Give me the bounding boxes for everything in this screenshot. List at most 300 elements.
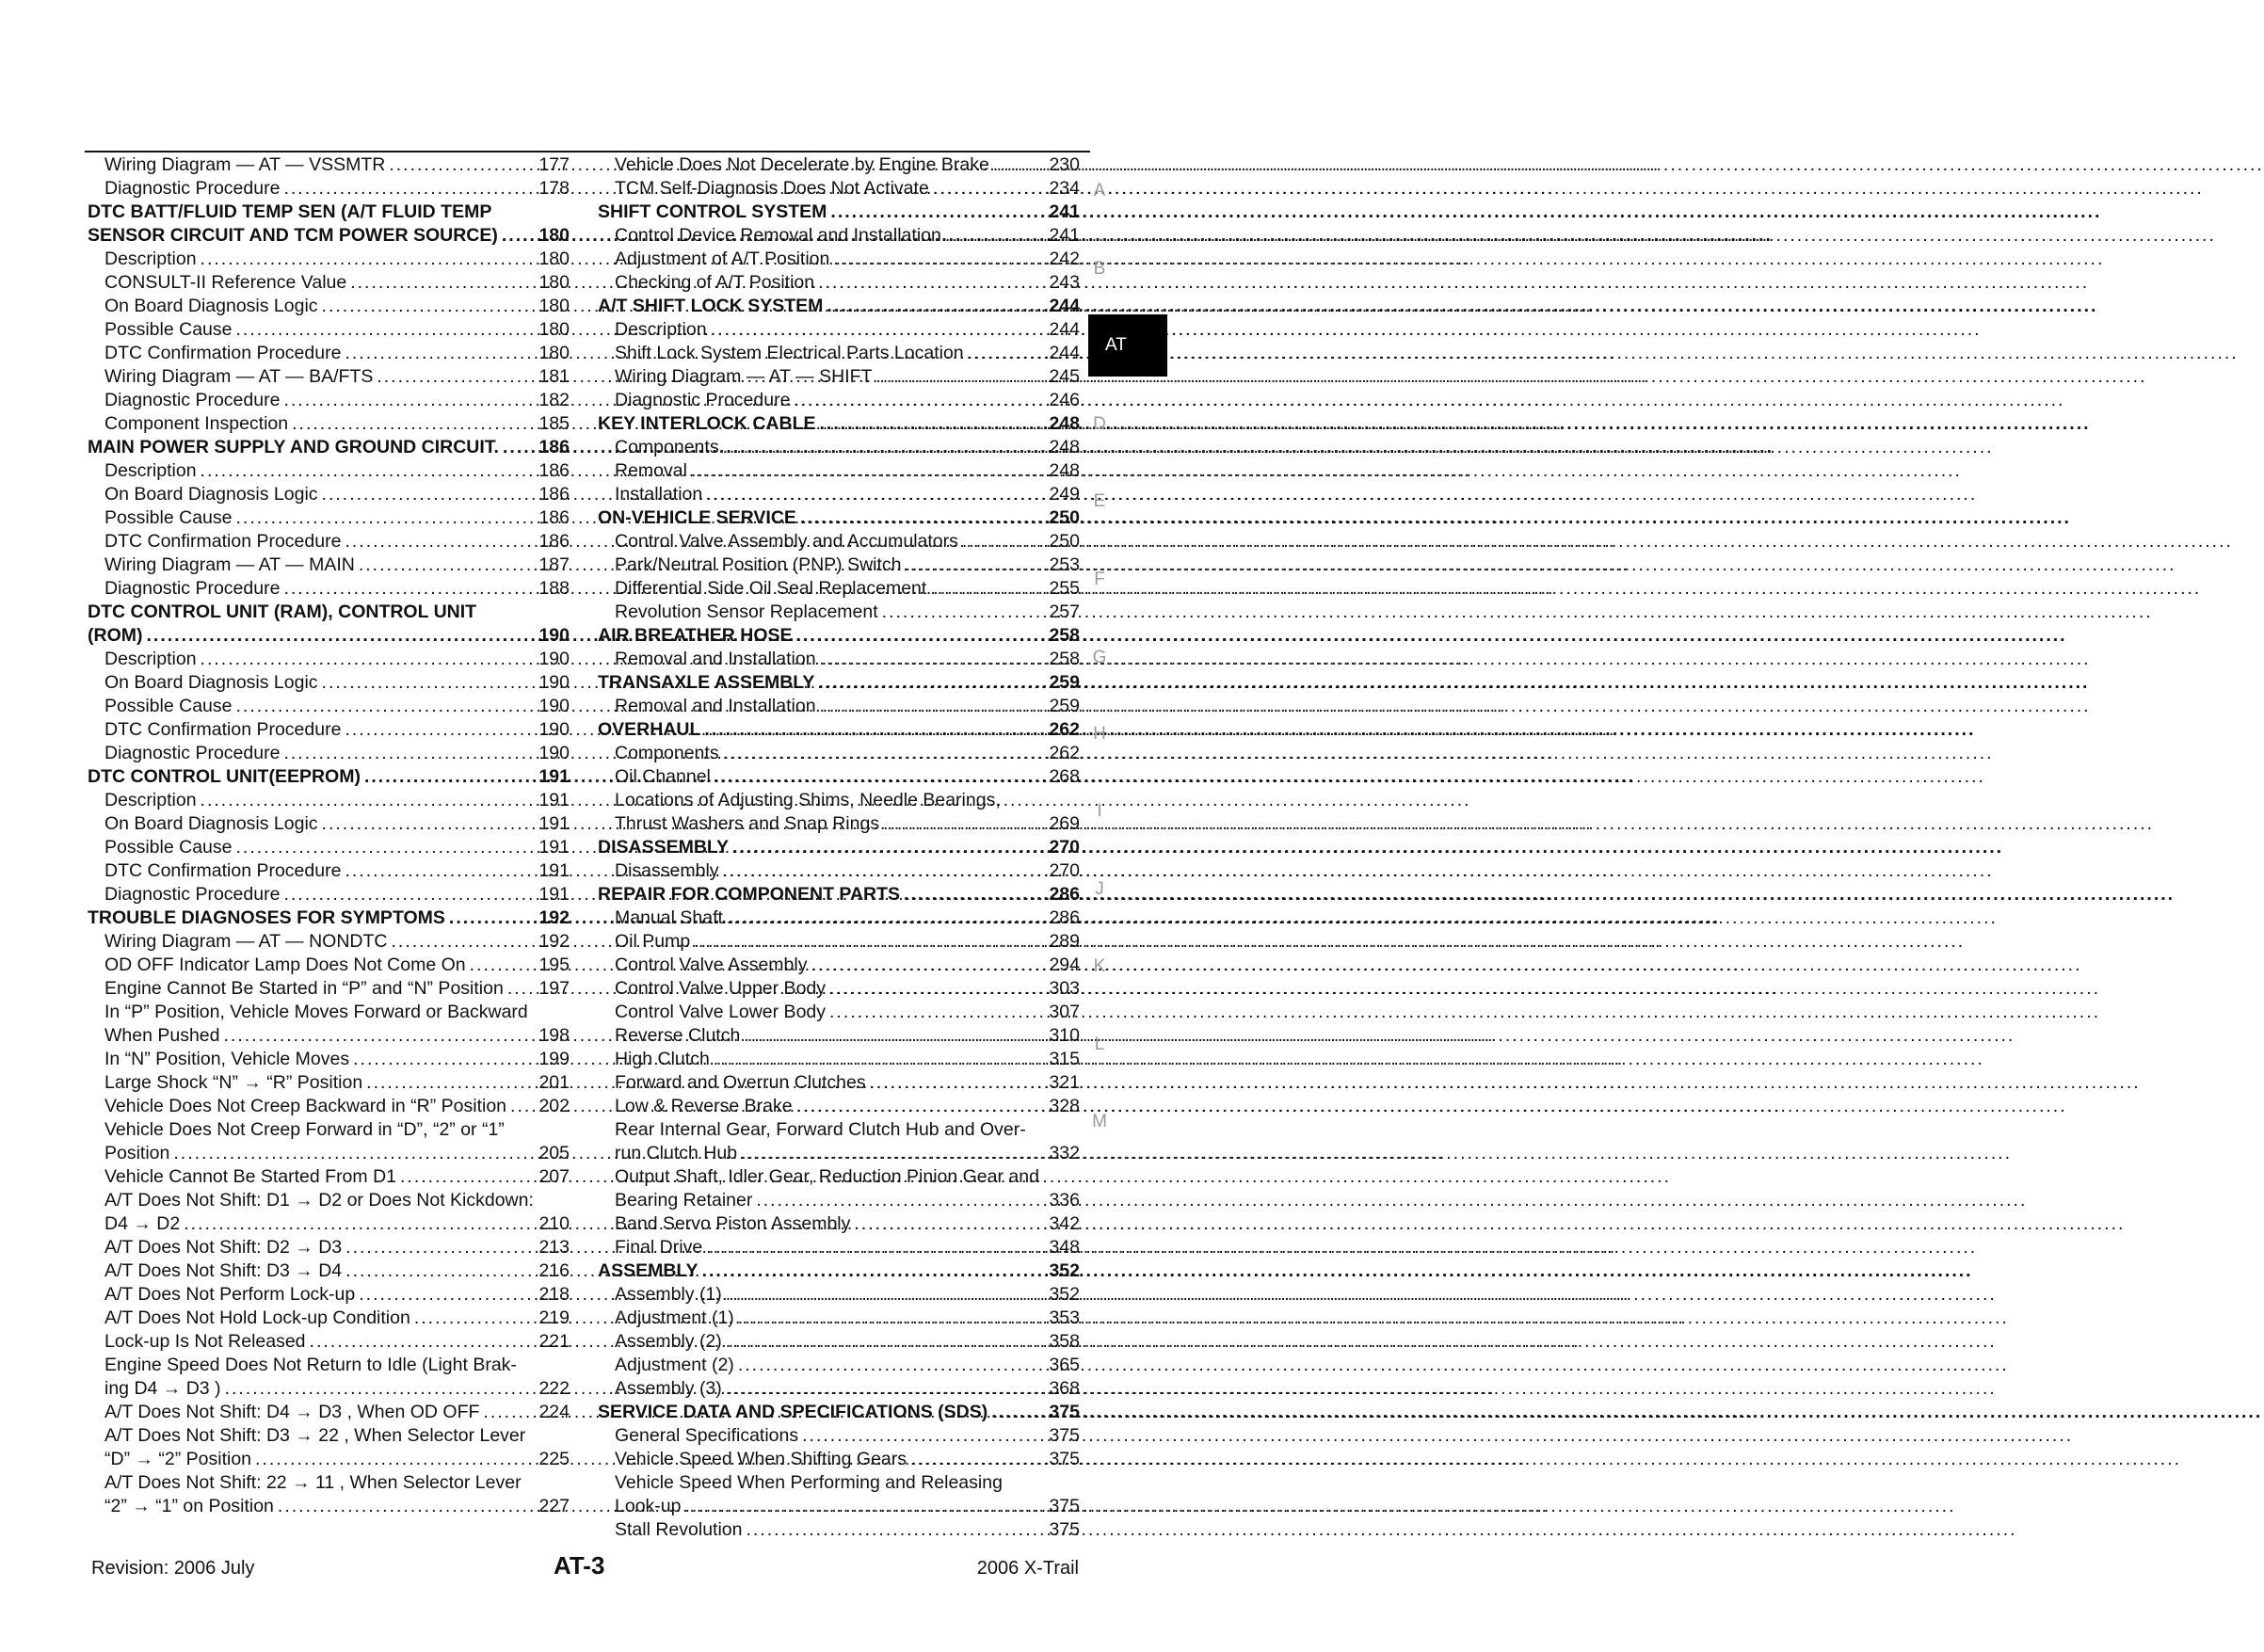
toc-page-number: 197 <box>538 978 570 999</box>
toc-entry-title: DTC Confirmation Procedure <box>104 531 342 552</box>
toc-entry[interactable] <box>88 812 570 836</box>
toc-leader-dots <box>499 436 538 459</box>
toc-page-number: 375 <box>1049 1496 1080 1516</box>
toc-page-number: 310 <box>1049 1025 1080 1046</box>
toc-entry[interactable] <box>88 1001 570 1024</box>
toc-entry[interactable] <box>598 601 1080 624</box>
toc-entry-title: In “N” Position, Vehicle Moves <box>104 1049 350 1069</box>
toc-page-number: 258 <box>1049 649 1080 669</box>
toc-entry-title: A/T SHIFT LOCK SYSTEM <box>598 296 824 316</box>
toc-entry-title: A/T Does Not Shift: D2 → D3 <box>104 1237 343 1258</box>
toc-entry[interactable] <box>88 1118 570 1142</box>
toc-entry[interactable] <box>88 1307 570 1330</box>
toc-entry[interactable] <box>88 1471 570 1495</box>
toc-entry[interactable] <box>88 248 570 271</box>
toc-entry[interactable] <box>88 695 570 718</box>
toc-entry-title: On Board Diagnosis Logic <box>104 484 318 505</box>
toc-leader-dots <box>722 1330 1050 1354</box>
toc-leader-dots <box>318 812 539 836</box>
toc-page-number: 249 <box>1049 484 1080 505</box>
toc-entry-title: Shift Lock System Electrical Parts Location <box>615 343 964 363</box>
toc-entry-title: Wiring Diagram — AT — BA/FTS <box>104 366 374 387</box>
toc-page-number: 352 <box>1049 1284 1080 1305</box>
toc-entry-title: Checking of A/T Position <box>615 272 815 293</box>
toc-entry-title: Low & Reverse Brake <box>615 1096 793 1116</box>
toc-entry-title: A/T Does Not Perform Lock-up <box>104 1284 356 1305</box>
toc-page-number: 195 <box>538 954 570 975</box>
toc-entry-title: DTC CONTROL UNIT(EEPROM) <box>88 766 361 787</box>
toc-entry-title: DTC CONTROL UNIT (RAM), CONTROL UNIT <box>88 601 477 622</box>
toc-leader-dots <box>823 295 1049 318</box>
toc-entry[interactable] <box>598 483 1080 506</box>
toc-entry-title: Lock-up Is Not Released <box>104 1331 306 1352</box>
toc-page-number: 186 <box>538 437 570 457</box>
toc-page-number: 368 <box>1049 1378 1080 1399</box>
toc-entry[interactable] <box>88 1330 570 1354</box>
toc-page-number: 190 <box>538 719 570 740</box>
toc-entry[interactable] <box>88 342 570 365</box>
toc-entry-title: Control Valve Lower Body <box>615 1002 827 1022</box>
section-tab-h[interactable]: H <box>1093 724 1106 744</box>
toc-page-number: 244 <box>1049 343 1080 363</box>
toc-section-heading[interactable] <box>598 883 1080 906</box>
toc-leader-dots <box>361 765 538 789</box>
toc-leader-dots <box>807 954 1049 977</box>
toc-entry-title: SENSOR CIRCUIT AND TCM POWER SOURCE) <box>88 225 498 246</box>
toc-entry-title: Vehicle Speed When Shifting Gears <box>615 1449 907 1469</box>
toc-entry[interactable] <box>598 530 1080 553</box>
toc-entry[interactable] <box>598 1118 1080 1142</box>
toc-entry[interactable] <box>598 859 1080 883</box>
toc-entry-title: Output Shaft, Idler Gear, Reduction Pinion Gear and <box>615 1166 1039 1187</box>
toc-entry-title: A/T Does Not Shift: D4 → D3 , When OD OFF <box>104 1402 480 1422</box>
toc-entry[interactable] <box>88 718 570 742</box>
section-tab-index <box>1083 0 1167 1652</box>
toc-entry[interactable] <box>598 271 1080 295</box>
toc-section-heading[interactable] <box>598 671 1080 695</box>
toc-leader-dots <box>197 248 539 271</box>
toc-leader-dots <box>814 671 1049 695</box>
toc-leader-dots <box>723 906 1050 930</box>
toc-leader-dots <box>280 389 538 412</box>
toc-section-heading[interactable] <box>88 601 570 624</box>
toc-entry[interactable] <box>598 224 1080 248</box>
toc-leader-dots <box>866 1071 1050 1095</box>
toc-leader-dots <box>233 318 539 342</box>
toc-leader-dots <box>710 1048 1050 1071</box>
toc-entry[interactable] <box>88 1495 570 1518</box>
toc-leader-dots <box>342 1236 538 1259</box>
toc-page-number: 190 <box>538 672 570 693</box>
toc-entry[interactable] <box>598 177 1080 200</box>
toc-entry[interactable] <box>88 153 570 177</box>
section-tab-k[interactable]: K <box>1093 956 1106 976</box>
toc-page-number: 241 <box>1049 225 1080 246</box>
toc-entry[interactable] <box>598 1095 1080 1118</box>
toc-leader-dots <box>737 1142 1049 1165</box>
toc-section-heading[interactable] <box>598 1259 1080 1283</box>
toc-entry[interactable] <box>598 977 1080 1001</box>
toc-page-number: 185 <box>538 413 570 434</box>
toc-entry-title: ing D4 → D3 ) <box>104 1378 221 1399</box>
section-tab-at[interactable]: AT <box>1088 314 1167 377</box>
toc-leader-dots <box>902 553 1050 577</box>
toc-entry[interactable] <box>598 389 1080 412</box>
toc-leader-dots <box>711 765 1050 789</box>
toc-entry-title: High Clutch <box>615 1049 710 1069</box>
toc-page-number: 180 <box>538 225 570 246</box>
toc-entry[interactable] <box>598 153 1080 177</box>
toc-leader-dots <box>410 1307 539 1330</box>
toc-entry[interactable] <box>598 577 1080 601</box>
toc-entry[interactable] <box>88 295 570 318</box>
toc-entry-title: TCM Self-Diagnosis Does Not Activate <box>615 178 929 199</box>
toc-page-number: 253 <box>1049 554 1080 575</box>
toc-leader-dots <box>793 1095 1050 1118</box>
toc-page-number: 262 <box>1049 743 1080 763</box>
toc-entry[interactable] <box>598 1354 1080 1377</box>
toc-entry-title: Possible Cause <box>104 319 233 340</box>
toc-entry[interactable] <box>598 1142 1080 1165</box>
toc-entry-title: Control Valve Assembly <box>615 954 808 975</box>
toc-page-number: 303 <box>1049 978 1080 999</box>
toc-entry-title: A/T Does Not Shift: D3 → 22 , When Selector Lever <box>104 1425 526 1446</box>
toc-leader-dots <box>341 718 538 742</box>
toc-entry-title: Rear Internal Gear, Forward Clutch Hub and Over- <box>615 1119 1026 1140</box>
toc-entry[interactable] <box>88 389 570 412</box>
toc-entry[interactable] <box>598 365 1080 389</box>
toc-page-number: 210 <box>538 1213 570 1234</box>
toc-entry[interactable] <box>88 836 570 859</box>
section-tab-m[interactable]: M <box>1092 1112 1107 1131</box>
toc-entry[interactable] <box>88 930 570 954</box>
toc-page-number: 221 <box>538 1331 570 1352</box>
toc-leader-dots <box>929 177 1050 200</box>
toc-leader-dots <box>506 1095 538 1118</box>
toc-section-heading[interactable] <box>88 906 570 930</box>
toc-entry[interactable] <box>88 577 570 601</box>
toc-page-number: 257 <box>1049 601 1080 622</box>
toc-entry-title: Description <box>104 649 197 669</box>
toc-entry[interactable] <box>598 1165 1080 1189</box>
toc-entry[interactable] <box>88 859 570 883</box>
toc-entry[interactable] <box>88 1024 570 1048</box>
toc-entry[interactable] <box>88 1212 570 1236</box>
toc-page-number: 332 <box>1049 1143 1080 1163</box>
toc-entry-title: TRANSAXLE ASSEMBLY <box>598 672 815 693</box>
toc-page-number: 199 <box>538 1049 570 1069</box>
toc-entry[interactable] <box>598 1518 1080 1542</box>
toc-page-number: 190 <box>538 743 570 763</box>
toc-entry[interactable] <box>598 1377 1080 1401</box>
footer-page-number: AT-3 <box>554 1551 605 1580</box>
toc-entry-title: Adjustment of A/T Position <box>615 249 830 269</box>
toc-entry[interactable] <box>88 648 570 671</box>
toc-leader-dots <box>373 365 538 389</box>
toc-page-number: 246 <box>1049 390 1080 410</box>
toc-entry-title: Control Valve Upper Body <box>615 978 827 999</box>
toc-page-number: 182 <box>538 390 570 410</box>
toc-entry-title: “D” → “2” Position <box>104 1449 252 1469</box>
toc-entry[interactable] <box>598 248 1080 271</box>
toc-leader-dots <box>233 836 539 859</box>
toc-entry[interactable] <box>88 530 570 553</box>
toc-entry[interactable] <box>88 742 570 765</box>
toc-page-number: 241 <box>1049 201 1080 222</box>
toc-entry-title: OVERHAUL <box>598 719 701 740</box>
toc-entry[interactable] <box>88 1189 570 1212</box>
toc-entry[interactable] <box>598 1001 1080 1024</box>
toc-page-number: 205 <box>538 1143 570 1163</box>
toc-leader-dots <box>907 1448 1049 1471</box>
toc-entry-title: Locations of Adjusting Shims, Needle Bearings, <box>615 790 1001 810</box>
toc-page-number: 294 <box>1049 954 1080 975</box>
toc-leader-dots <box>498 224 539 248</box>
toc-leader-dots <box>958 530 1050 553</box>
toc-leader-dots <box>169 1142 538 1165</box>
toc-section-heading[interactable] <box>598 506 1080 530</box>
toc-entry[interactable] <box>88 789 570 812</box>
toc-entry[interactable] <box>598 695 1080 718</box>
section-tab-l[interactable]: L <box>1094 1035 1105 1054</box>
toc-leader-dots <box>752 1189 1049 1212</box>
toc-left-column <box>88 153 570 1518</box>
toc-entry[interactable] <box>598 1424 1080 1448</box>
toc-leader-dots <box>719 436 1050 459</box>
toc-page-number: 375 <box>1049 1449 1080 1469</box>
toc-entry-title: Position <box>104 1143 170 1163</box>
toc-entry-title: Diagnostic Procedure <box>615 390 791 410</box>
toc-page-number: 230 <box>1049 154 1080 175</box>
toc-leader-dots <box>306 1330 539 1354</box>
toc-entry[interactable] <box>88 1236 570 1259</box>
toc-entry[interactable] <box>88 365 570 389</box>
toc-entry-title: Wiring Diagram — AT — NONDTC <box>104 931 388 952</box>
toc-page-number: 192 <box>538 907 570 928</box>
toc-entry-title: Final Drive <box>615 1237 703 1258</box>
toc-entry-title: DTC Confirmation Procedure <box>104 860 342 881</box>
toc-entry-title: DTC Confirmation Procedure <box>104 343 342 363</box>
toc-page-number: 190 <box>538 649 570 669</box>
toc-section-heading[interactable] <box>598 836 1080 859</box>
toc-leader-dots <box>288 412 538 436</box>
toc-entry[interactable] <box>88 553 570 577</box>
toc-page-number: 259 <box>1049 696 1080 716</box>
toc-entry-title: MAIN POWER SUPPLY AND GROUND CIRCUIT. <box>88 437 499 457</box>
toc-entry[interactable] <box>598 765 1080 789</box>
toc-entry[interactable] <box>598 1448 1080 1471</box>
toc-entry[interactable] <box>88 412 570 436</box>
toc-entry[interactable] <box>598 1212 1080 1236</box>
toc-entry-title: Removal and Installation <box>615 696 816 716</box>
toc-page-number: 321 <box>1049 1072 1080 1093</box>
toc-page-number: 191 <box>538 837 570 858</box>
toc-entry[interactable] <box>598 1495 1080 1518</box>
toc-leader-dots <box>702 1236 1049 1259</box>
toc-section-heading[interactable] <box>598 624 1080 648</box>
toc-section-heading[interactable] <box>598 295 1080 318</box>
toc-entry-title: Engine Speed Does Not Return to Idle (Light Brak- <box>104 1355 517 1375</box>
toc-entry[interactable] <box>598 954 1080 977</box>
toc-page-number: 222 <box>538 1378 570 1399</box>
toc-entry-title: Description <box>104 460 197 481</box>
toc-leader-dots <box>318 295 539 318</box>
toc-entry[interactable] <box>88 318 570 342</box>
toc-entry-title: Removal and Installation <box>615 649 816 669</box>
section-tab-d[interactable]: D <box>1093 414 1106 434</box>
toc-entry[interactable] <box>598 1024 1080 1048</box>
toc-entry-title: Possible Cause <box>104 696 233 716</box>
toc-entry-title: CONSULT-II Reference Value <box>104 272 347 293</box>
toc-leader-dots <box>233 695 539 718</box>
toc-leader-dots <box>280 177 538 200</box>
toc-entry-title: Differential Side Oil Seal Replacement <box>615 578 927 599</box>
toc-entry[interactable] <box>88 1142 570 1165</box>
section-tab-f[interactable]: F <box>1094 569 1105 589</box>
toc-entry[interactable] <box>598 1307 1080 1330</box>
toc-entry[interactable] <box>88 271 570 295</box>
toc-entry[interactable] <box>88 1165 570 1189</box>
toc-section-heading[interactable] <box>598 1401 1080 1424</box>
toc-entry[interactable] <box>598 1189 1080 1212</box>
toc-section-heading[interactable] <box>598 412 1080 436</box>
toc-entry-title: Thrust Washers and Snap Rings <box>615 813 880 834</box>
toc-entry[interactable] <box>598 1283 1080 1307</box>
toc-page-number: 375 <box>1049 1402 1080 1422</box>
toc-entry-title: Control Device Removal and Installation <box>615 225 941 246</box>
toc-entry[interactable] <box>88 883 570 906</box>
toc-entry[interactable] <box>88 954 570 977</box>
toc-entry[interactable] <box>88 1283 570 1307</box>
toc-entry[interactable] <box>598 1071 1080 1095</box>
toc-leader-dots <box>251 1448 538 1471</box>
toc-leader-dots <box>987 1401 1049 1424</box>
toc-page-number: 269 <box>1049 813 1080 834</box>
toc-entry[interactable] <box>598 1471 1080 1495</box>
toc-entry[interactable] <box>598 318 1080 342</box>
toc-leader-dots <box>280 883 538 906</box>
toc-entry-title: Possible Cause <box>104 507 233 528</box>
toc-entry[interactable] <box>88 1377 570 1401</box>
toc-leader-dots <box>342 1259 538 1283</box>
toc-section-heading[interactable] <box>598 718 1080 742</box>
toc-entry[interactable] <box>598 1236 1080 1259</box>
toc-entry[interactable] <box>598 930 1080 954</box>
toc-section-heading[interactable] <box>88 224 570 248</box>
toc-page-number: 258 <box>1049 625 1080 646</box>
toc-entry[interactable] <box>88 483 570 506</box>
toc-entry-title: Vehicle Does Not Decelerate by Engine Brake <box>615 154 989 175</box>
toc-leader-dots <box>850 1212 1049 1236</box>
toc-section-heading[interactable] <box>88 765 570 789</box>
toc-leader-dots <box>197 459 539 483</box>
header-rule <box>85 151 1090 152</box>
toc-section-heading[interactable] <box>88 200 570 224</box>
toc-entry[interactable] <box>88 1095 570 1118</box>
toc-leader-dots <box>341 859 538 883</box>
toc-entry[interactable] <box>598 436 1080 459</box>
toc-entry-title: General Specifications <box>615 1425 799 1446</box>
toc-entry[interactable] <box>598 812 1080 836</box>
toc-entry[interactable] <box>598 1048 1080 1071</box>
toc-entry-title: ASSEMBLY <box>598 1260 698 1281</box>
toc-page-number: 358 <box>1049 1331 1080 1352</box>
toc-page-number: 187 <box>538 554 570 575</box>
section-tab-j[interactable]: J <box>1095 879 1104 899</box>
toc-page-number: 186 <box>538 531 570 552</box>
toc-entry[interactable] <box>88 459 570 483</box>
toc-leader-dots <box>355 553 539 577</box>
section-tab-a[interactable]: A <box>1093 181 1106 200</box>
toc-entry[interactable] <box>88 1071 570 1095</box>
toc-entry[interactable] <box>88 177 570 200</box>
toc-entry[interactable] <box>598 1330 1080 1354</box>
toc-section-heading[interactable] <box>88 624 570 648</box>
toc-page-number: 315 <box>1049 1049 1080 1069</box>
toc-entry[interactable] <box>88 1401 570 1424</box>
toc-page-number: 375 <box>1049 1425 1080 1446</box>
toc-leader-dots <box>346 271 538 295</box>
toc-entry[interactable] <box>88 1048 570 1071</box>
toc-leader-dots <box>280 577 538 601</box>
toc-entry-title: Wiring Diagram — AT — SHIFT <box>615 366 873 387</box>
section-tab-e[interactable]: E <box>1093 491 1106 511</box>
toc-leader-dots <box>396 1165 538 1189</box>
toc-entry-title: KEY INTERLOCK CABLE <box>598 413 816 434</box>
toc-leader-dots <box>926 577 1049 601</box>
toc-page-number: 186 <box>538 507 570 528</box>
toc-entry[interactable] <box>598 789 1080 812</box>
toc-entry-title: Bearing Retainer <box>615 1190 753 1211</box>
toc-section-heading[interactable] <box>88 436 570 459</box>
toc-page-number: 244 <box>1049 296 1080 316</box>
toc-entry[interactable] <box>88 1448 570 1471</box>
toc-section-heading[interactable] <box>598 200 1080 224</box>
toc-entry[interactable] <box>88 1259 570 1283</box>
toc-entry[interactable] <box>598 342 1080 365</box>
toc-entry[interactable] <box>598 742 1080 765</box>
toc-leader-dots <box>827 200 1049 224</box>
toc-entry[interactable] <box>88 977 570 1001</box>
toc-page-number: 201 <box>538 1072 570 1093</box>
toc-entry-title: Description <box>104 249 197 269</box>
toc-entry-title: Adjustment (2) <box>615 1355 734 1375</box>
toc-entry[interactable] <box>88 671 570 695</box>
toc-leader-dots <box>180 1212 538 1236</box>
toc-leader-dots <box>734 1354 1050 1377</box>
section-tab-b[interactable]: B <box>1093 259 1106 279</box>
toc-leader-dots <box>829 248 1049 271</box>
toc-entry[interactable] <box>88 506 570 530</box>
toc-page-number: 191 <box>538 813 570 834</box>
toc-entry[interactable] <box>598 459 1080 483</box>
toc-entry[interactable] <box>88 1424 570 1448</box>
toc-entry-title: A/T Does Not Shift: 22 → 11 , When Selector Lever <box>104 1472 522 1493</box>
toc-entry[interactable] <box>598 906 1080 930</box>
section-tab-g[interactable]: G <box>1092 648 1107 667</box>
toc-leader-dots <box>814 271 1049 295</box>
toc-entry-title: Diagnostic Procedure <box>104 743 281 763</box>
toc-entry-title: Oil Pump <box>615 931 691 952</box>
toc-entry[interactable] <box>598 648 1080 671</box>
toc-entry-title: Engine Cannot Be Started in “P” and “N” Position <box>104 978 504 999</box>
toc-entry-title: “2” → “1” on Position <box>104 1496 274 1516</box>
section-tab-i[interactable]: I <box>1097 801 1102 821</box>
toc-entry[interactable] <box>598 553 1080 577</box>
toc-entry[interactable] <box>88 1354 570 1377</box>
toc-leader-dots <box>793 624 1050 648</box>
toc-entry-title: Components <box>615 437 719 457</box>
